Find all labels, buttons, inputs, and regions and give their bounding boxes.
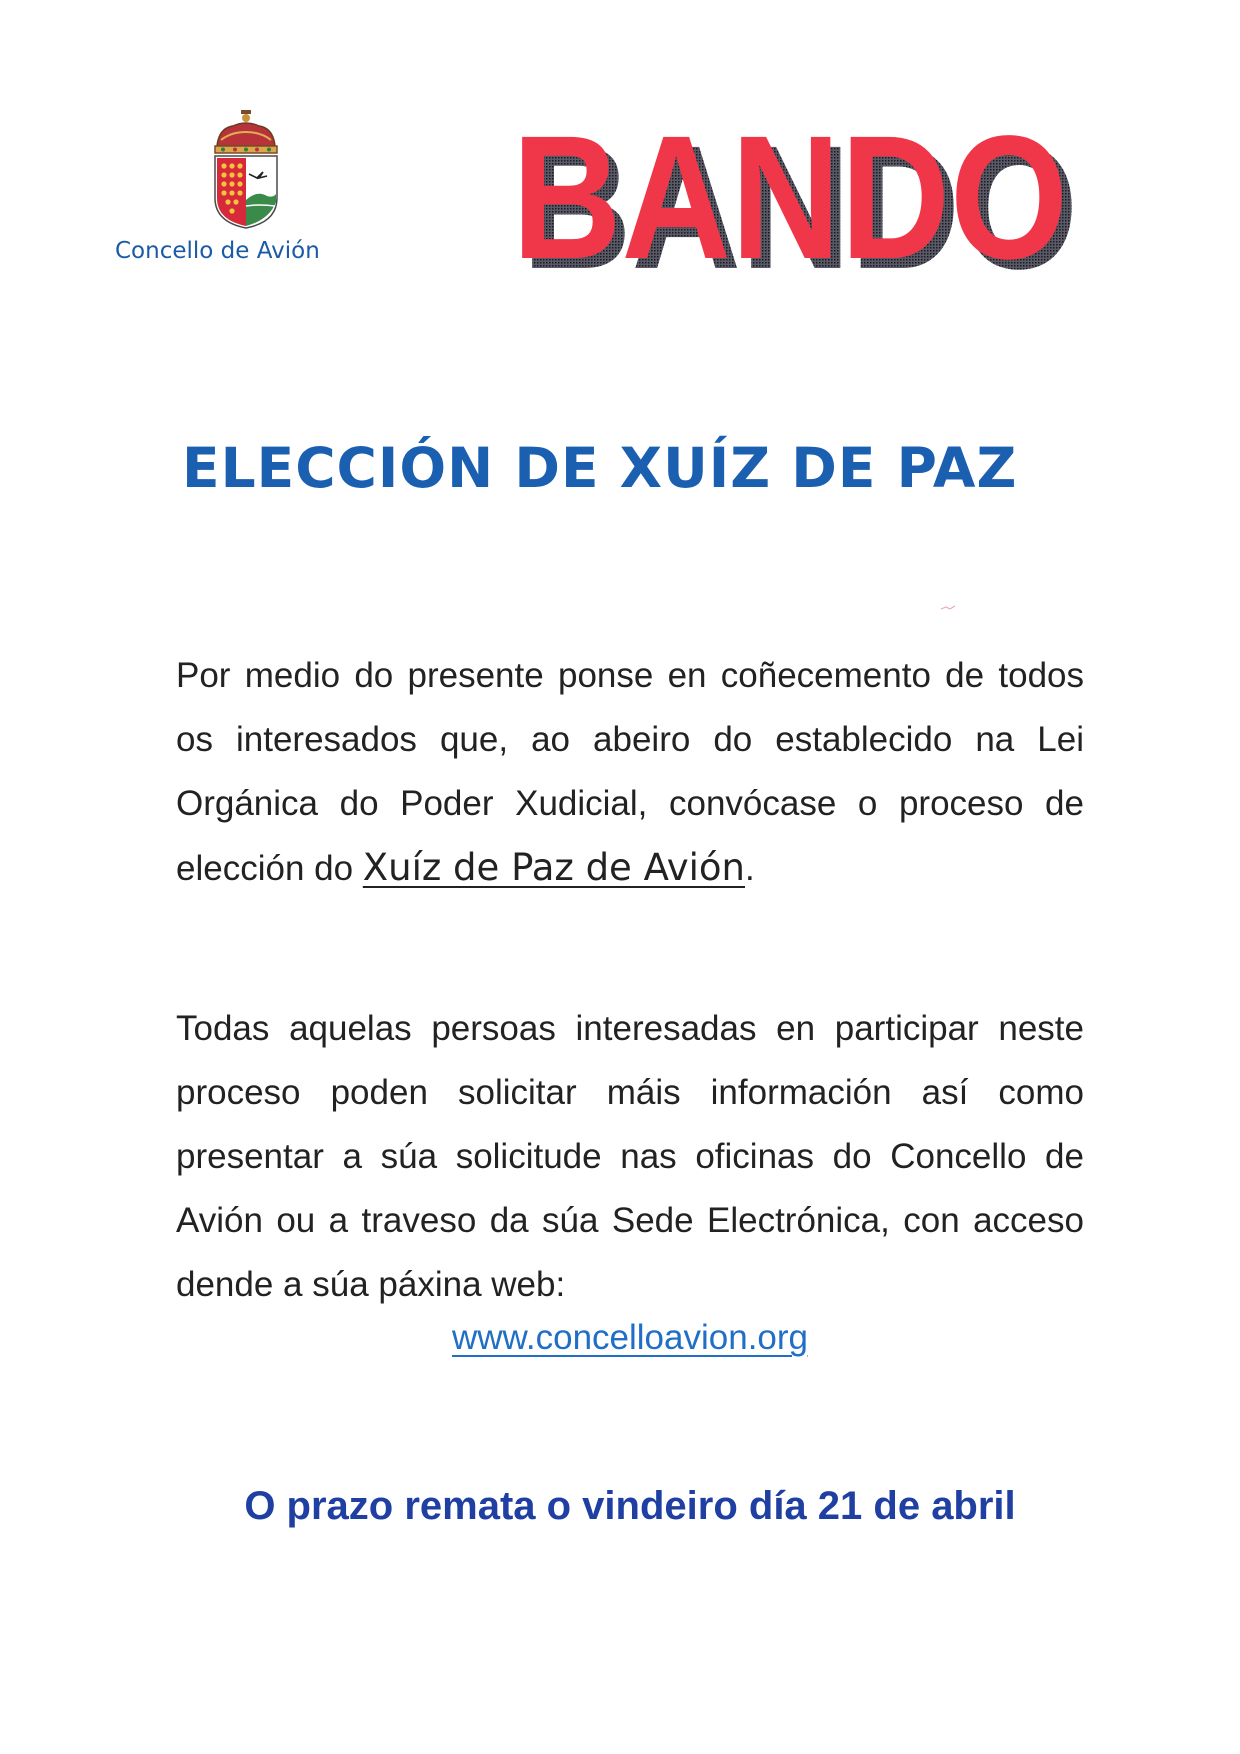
coat-of-arms-icon: [209, 110, 283, 232]
notice-title: ELECCIÓN DE XUÍZ DE PAZ: [182, 436, 1018, 500]
paragraph-instructions: Todas aquelas persoas interesadas en participar neste proceso poden solicitar máis información así como presentar a súa solicitude nas oficinas do Concello de Avión ou a traveso da súa Sede Electrónica, con acceso dende a súa páxina web:: [176, 1009, 1084, 1304]
website-link[interactable]: www.concelloavion.org: [451, 1318, 808, 1357]
paragraph-intro-text: Por medio do presente ponse en coñecemento de todos os interesados que, ao abeiro do establecido na Lei Orgánica do Poder Xudicial, convócase o proceso de elección do: [176, 656, 1084, 888]
paragraph-intro-end: .: [745, 849, 755, 888]
bando-heading: [510, 118, 1090, 290]
paragraph-intro: [176, 644, 1084, 901]
position-highlight: Xuíz de Paz de Avión: [362, 846, 745, 889]
bando-text: BANDO: [512, 118, 1068, 290]
org-name: Concello de Avión: [115, 238, 320, 264]
bando-shadow: BANDO: [522, 118, 1078, 290]
scan-mark: [940, 604, 958, 612]
deadline-text: O prazo remata o vindeiro día 21 de abril: [244, 1484, 1016, 1528]
